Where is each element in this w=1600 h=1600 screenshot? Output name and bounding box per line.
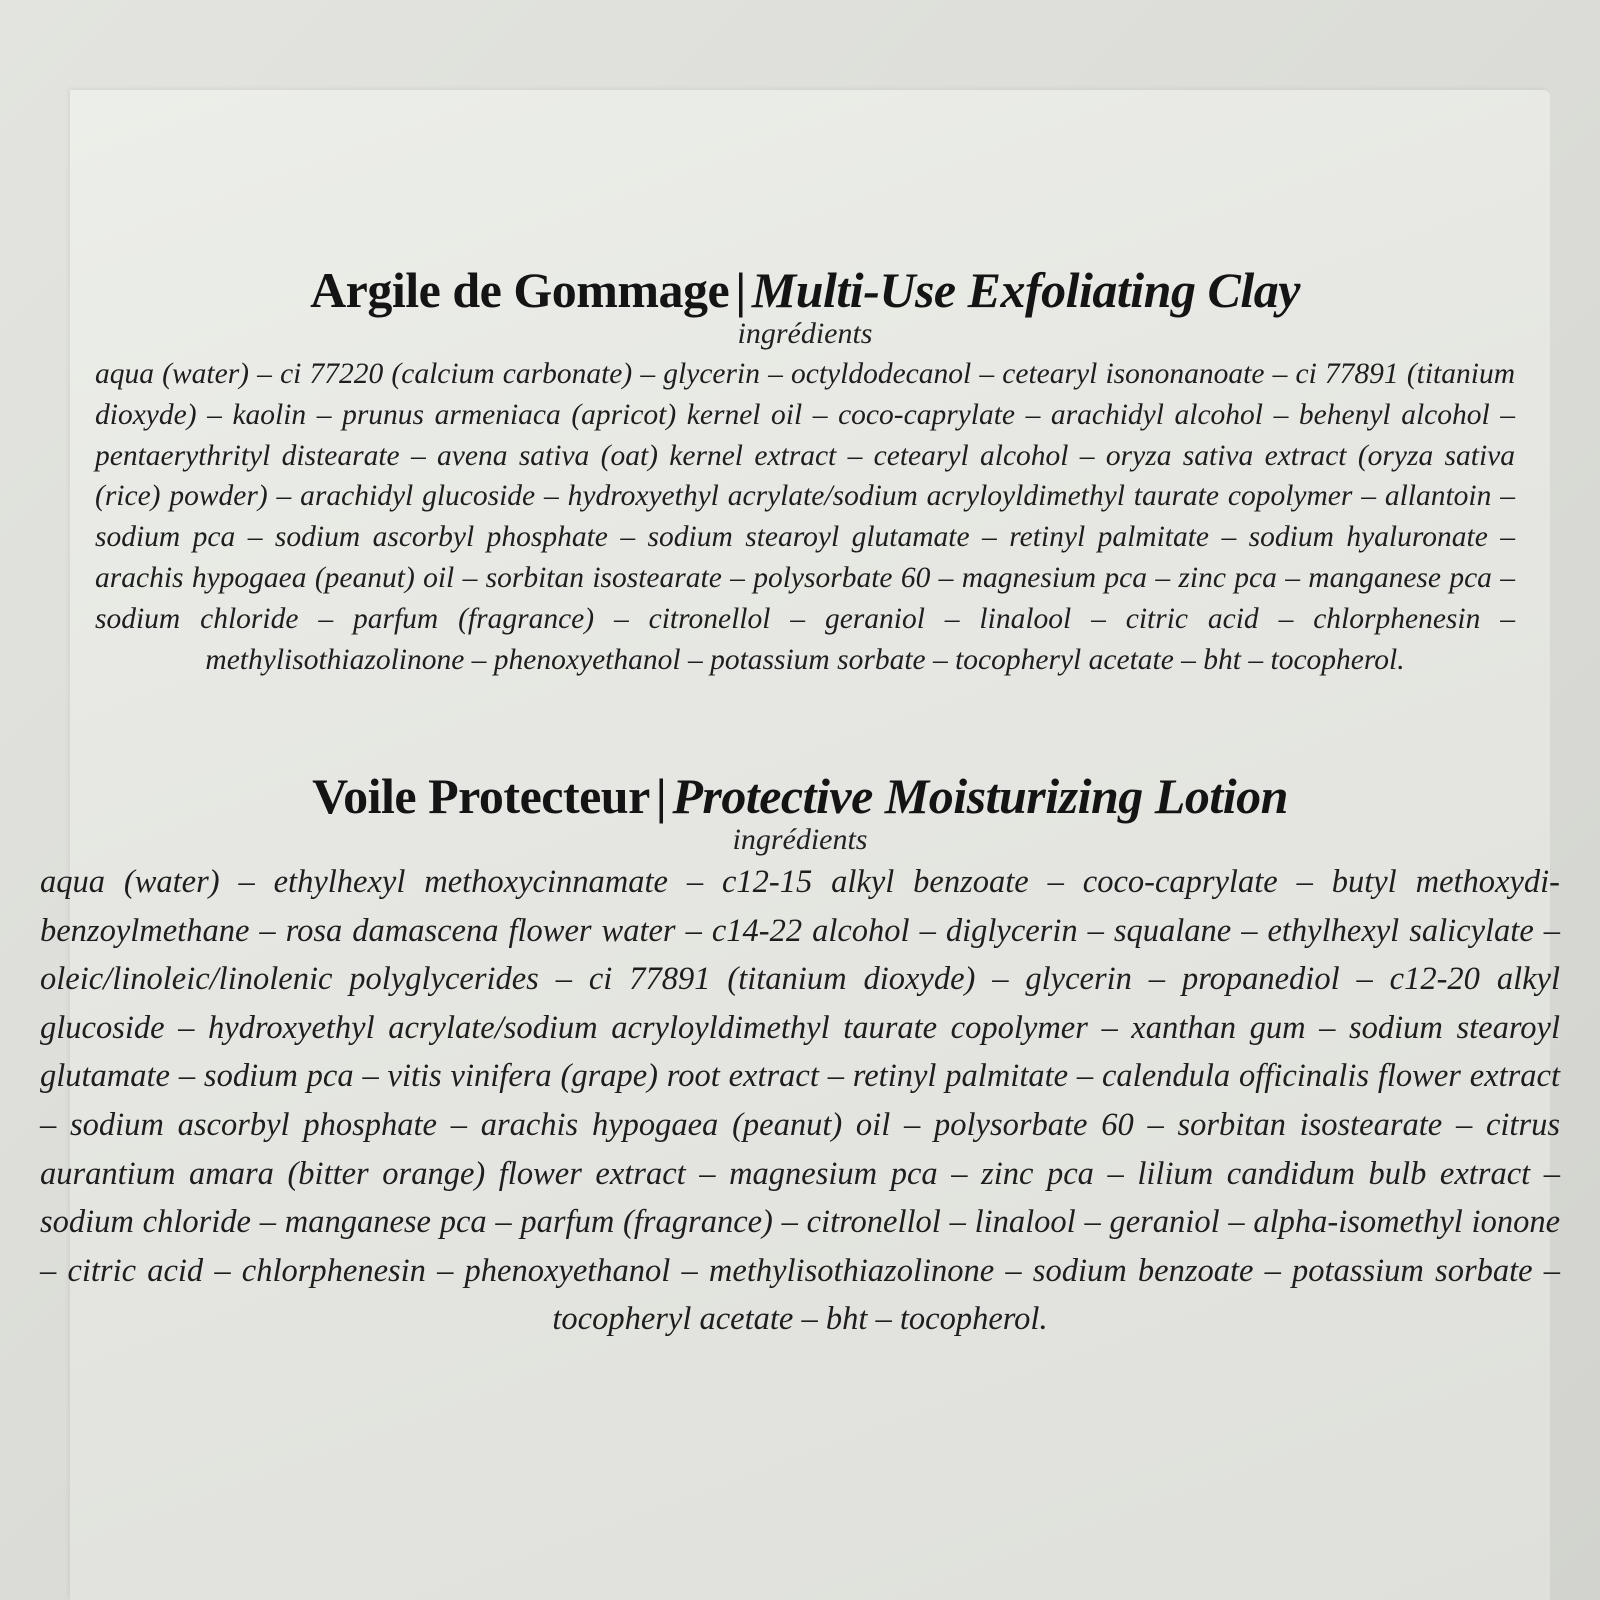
section-title [40, 768, 1560, 824]
ingredients-heading: ingrédients [737, 317, 873, 350]
title-english: Protective Moisturizing Lotion [672, 768, 1288, 824]
ingredients-heading: ingrédients [732, 823, 868, 856]
ingredients-list: aqua (water) – ci 77220 (calcium carbonate) – glycerin – octyldodecanol – cetearyl isononanoate – ci 77891 (titanium dioxyde) – kaolin – prunus armeniaca (apricot) kernel oil – coco-caprylate – arachidyl alcohol – behenyl alcohol – pentaerythrityl distearate – avena sativa (oat) kernel extract – cetearyl alcohol – oryza sativa extract (oryza sativa (rice) powder) – arachidyl glucoside – hydroxyethyl acrylate/sodium acryloyldimethyl taurate copolymer – allantoin – sodium pca – sodium ascorbyl phosphate – sodium stearoyl glutamate – retinyl palmitate – sodium hyaluronate – arachis hypogaea (peanut) oil – sorbitan isostearate – polysorbate 60 – magnesium pca – zinc pca – manganese pca – sodium chloride – parfum (fragrance) – citronellol – geraniol – linalool – citric acid – chlorphenesin – methylisothiazolinone – phenoxyethanol – potassium sorbate – tocopheryl acetate – bht – tocopherol. [95, 358, 1515, 676]
title-separator: | [655, 768, 667, 824]
title-french: Argile de Gommage [310, 262, 730, 318]
ingredients-list: aqua (water) – ethylhexyl methoxycinnamate – c12-15 alkyl benzoate – coco-caprylate – butyl methoxydi-benzoylmethane – rosa damascena flower water – c14-22 alcohol – diglycerin – squalane – ethylhexyl salicylate – oleic/linoleic/linolenic polyglycerides – ci 77891 (titanium dioxyde) – glycerin – propanediol – c12-20 alkyl glucoside – hydroxyethyl acrylate/sodium acryloyldimethyl taurate copolymer – xanthan gum – sodium stearoyl glutamate – sodium pca – vitis vinifera (grape) root extract – retinyl palmitate – calendula officinalis flower extract – sodium ascorbyl phosphate – arachis hypogaea (peanut) oil – polysorbate 60 – sorbitan isostearate – citrus aurantium amara (bitter orange) flower extract – magnesium pca – zinc pca – lilium candidum bulb extract – sodium chloride – manganese pca – parfum (fragrance) – citronellol – linalool – geraniol – alpha-isomethyl ionone – citric acid – chlorphenesin – phenoxyethanol – methylisothiazolinone – sodium benzoate – potassium sorbate – tocopheryl acetate – bht – tocopherol. [40, 864, 1560, 1338]
title-french: Voile Protecteur [312, 768, 650, 824]
title-english: Multi-Use Exfoliating Clay [751, 262, 1300, 318]
section-moisturizing-lotion [40, 768, 1560, 1344]
section-title [95, 262, 1515, 318]
section-exfoliating-clay [95, 262, 1515, 680]
title-separator: | [735, 262, 746, 318]
